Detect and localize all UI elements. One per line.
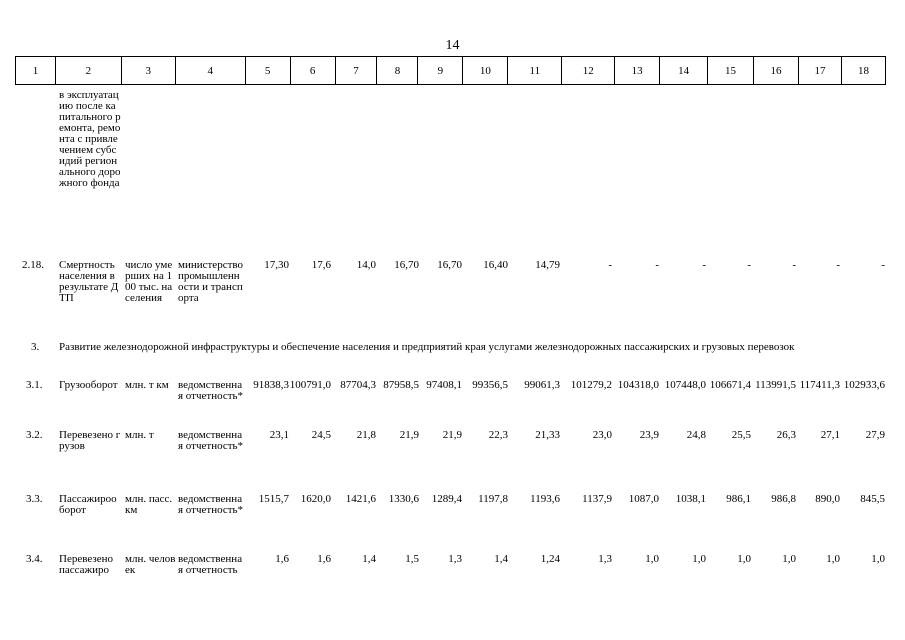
value-cell: 986,8 [771, 493, 796, 505]
value-cell: 102933,6 [843, 379, 885, 391]
column-number-5: 5 [245, 57, 290, 85]
value-cell: 87704,3 [340, 379, 376, 391]
row-2-18-source: министерство промышленности и транспорта [178, 259, 244, 304]
carryover-text: в эксплуатацию после капитального ремонта, ремонта с привлечением субсидий регионального дорожного фонда [59, 89, 121, 189]
value-cell: 14,0 [356, 259, 376, 271]
row-3-3-number: 3.3. [26, 493, 43, 505]
value-cell: 890,0 [815, 493, 840, 505]
value-cell: - [747, 259, 751, 271]
value-cell: 21,9 [399, 429, 419, 441]
column-number-8: 8 [377, 57, 418, 85]
value-cell: 1197,8 [478, 493, 508, 505]
value-cell: 1193,6 [530, 493, 560, 505]
row-3-1-source: ведомственная отчетность* [178, 379, 244, 402]
value-cell: 1515,7 [258, 493, 289, 505]
value-cell: 1,0 [782, 553, 796, 565]
row-3-2-name: Перевезено грузов [59, 429, 121, 452]
row-3-1-unit: млн. т км [125, 379, 169, 391]
column-number-3: 3 [121, 57, 175, 85]
column-number-18: 18 [841, 57, 885, 85]
value-cell: 1,6 [275, 553, 289, 565]
value-cell: 1,0 [692, 553, 706, 565]
column-number-16: 16 [754, 57, 799, 85]
column-number-7: 7 [335, 57, 377, 85]
value-cell: 845,5 [860, 493, 885, 505]
value-cell: 1,24 [540, 553, 560, 565]
value-cell: 986,1 [726, 493, 751, 505]
value-cell: 1,4 [494, 553, 508, 565]
value-cell: 91838,3 [253, 379, 289, 391]
row-3-3-source: ведомственная отчетность* [178, 493, 244, 516]
value-cell: 23,0 [592, 429, 612, 441]
value-cell: 1,0 [826, 553, 840, 565]
value-cell: 117411,3 [799, 379, 840, 391]
column-number-1: 1 [16, 57, 56, 85]
column-number-2: 2 [55, 57, 121, 85]
value-cell: 14,79 [535, 259, 560, 271]
column-number-6: 6 [290, 57, 335, 85]
value-cell: 1289,4 [431, 493, 462, 505]
value-cell: - [608, 259, 612, 271]
value-cell: - [881, 259, 885, 271]
row-3-4-source: ведомственная отчетность [178, 553, 243, 576]
value-cell: 21,8 [356, 429, 376, 441]
row-2-18-number: 2.18. [22, 259, 44, 271]
value-cell: 99061,3 [524, 379, 560, 391]
value-cell: 26,3 [776, 429, 796, 441]
row-2-18-name: Смертность населения в результате ДТП [59, 259, 119, 304]
value-cell: 22,3 [488, 429, 508, 441]
value-cell: 1,3 [448, 553, 462, 565]
value-cell: 99356,5 [472, 379, 508, 391]
row-3-3-unit: млн. пасс. км [125, 493, 173, 516]
column-number-13: 13 [615, 57, 660, 85]
column-number-9: 9 [418, 57, 463, 85]
value-cell: 100791,0 [289, 379, 331, 391]
column-number-15: 15 [708, 57, 754, 85]
row-3-1-name: Грузооборот [59, 379, 118, 391]
value-cell: 1421,6 [345, 493, 376, 505]
value-cell: 1038,1 [675, 493, 706, 505]
value-cell: - [836, 259, 840, 271]
column-number-11: 11 [508, 57, 562, 85]
value-cell: 25,5 [731, 429, 751, 441]
column-number-header [15, 56, 886, 85]
page-number: 14 [445, 38, 460, 53]
value-cell: 1137,9 [582, 493, 612, 505]
value-cell: 23,9 [639, 429, 659, 441]
row-3-2-number: 3.2. [26, 429, 43, 441]
value-cell: 17,30 [264, 259, 289, 271]
value-cell: 106671,4 [709, 379, 751, 391]
value-cell: 1330,6 [388, 493, 419, 505]
value-cell: 1620,0 [300, 493, 331, 505]
value-cell: - [655, 259, 659, 271]
row-3-3-name: Пассажирооборот [59, 493, 117, 516]
row-3-4-number: 3.4. [26, 553, 43, 565]
value-cell: 1,0 [645, 553, 659, 565]
row-3-4-name: Перевезено пассажиро [59, 553, 113, 576]
value-cell: 87958,5 [383, 379, 419, 391]
value-cell: 23,1 [269, 429, 289, 441]
column-number-14: 14 [660, 57, 708, 85]
value-cell: 24,8 [686, 429, 706, 441]
value-cell: - [792, 259, 796, 271]
column-number-4: 4 [175, 57, 245, 85]
value-cell: 21,9 [442, 429, 462, 441]
row-3-1-number: 3.1. [26, 379, 43, 391]
value-cell: 104318,0 [617, 379, 659, 391]
value-cell: 16,70 [437, 259, 462, 271]
section-3-title: Развитие железнодорожной инфраструктуры и обеспечение населения и предприятий края услугами железнодорожных пассажирских и грузовых перевозок [59, 341, 795, 353]
value-cell: 21,33 [535, 429, 560, 441]
column-number-10: 10 [463, 57, 508, 85]
value-cell: 101279,2 [570, 379, 612, 391]
value-cell: 1,0 [871, 553, 885, 565]
value-cell: 1,0 [737, 553, 751, 565]
row-3-4-unit: млн. человек [125, 553, 176, 576]
column-number-17: 17 [798, 57, 841, 85]
value-cell: 1,5 [405, 553, 419, 565]
value-cell: 16,70 [394, 259, 419, 271]
row-2-18-unit: число умерших на 100 тыс. населения [125, 259, 173, 304]
value-cell: 27,9 [865, 429, 885, 441]
value-cell: 1,6 [317, 553, 331, 565]
row-3-2-source: ведомственная отчетность* [178, 429, 244, 452]
column-number-12: 12 [562, 57, 615, 85]
value-cell: 16,40 [483, 259, 508, 271]
value-cell: 24,5 [311, 429, 331, 441]
value-cell: 1087,0 [628, 493, 659, 505]
value-cell: 27,1 [820, 429, 840, 441]
value-cell: 113991,5 [755, 379, 796, 391]
section-3-number: 3. [31, 341, 40, 353]
value-cell: - [702, 259, 706, 271]
value-cell: 1,4 [362, 553, 376, 565]
value-cell: 1,3 [598, 553, 612, 565]
value-cell: 97408,1 [426, 379, 462, 391]
value-cell: 107448,0 [664, 379, 706, 391]
value-cell: 17,6 [311, 259, 331, 271]
row-3-2-unit: млн. т [125, 429, 154, 441]
